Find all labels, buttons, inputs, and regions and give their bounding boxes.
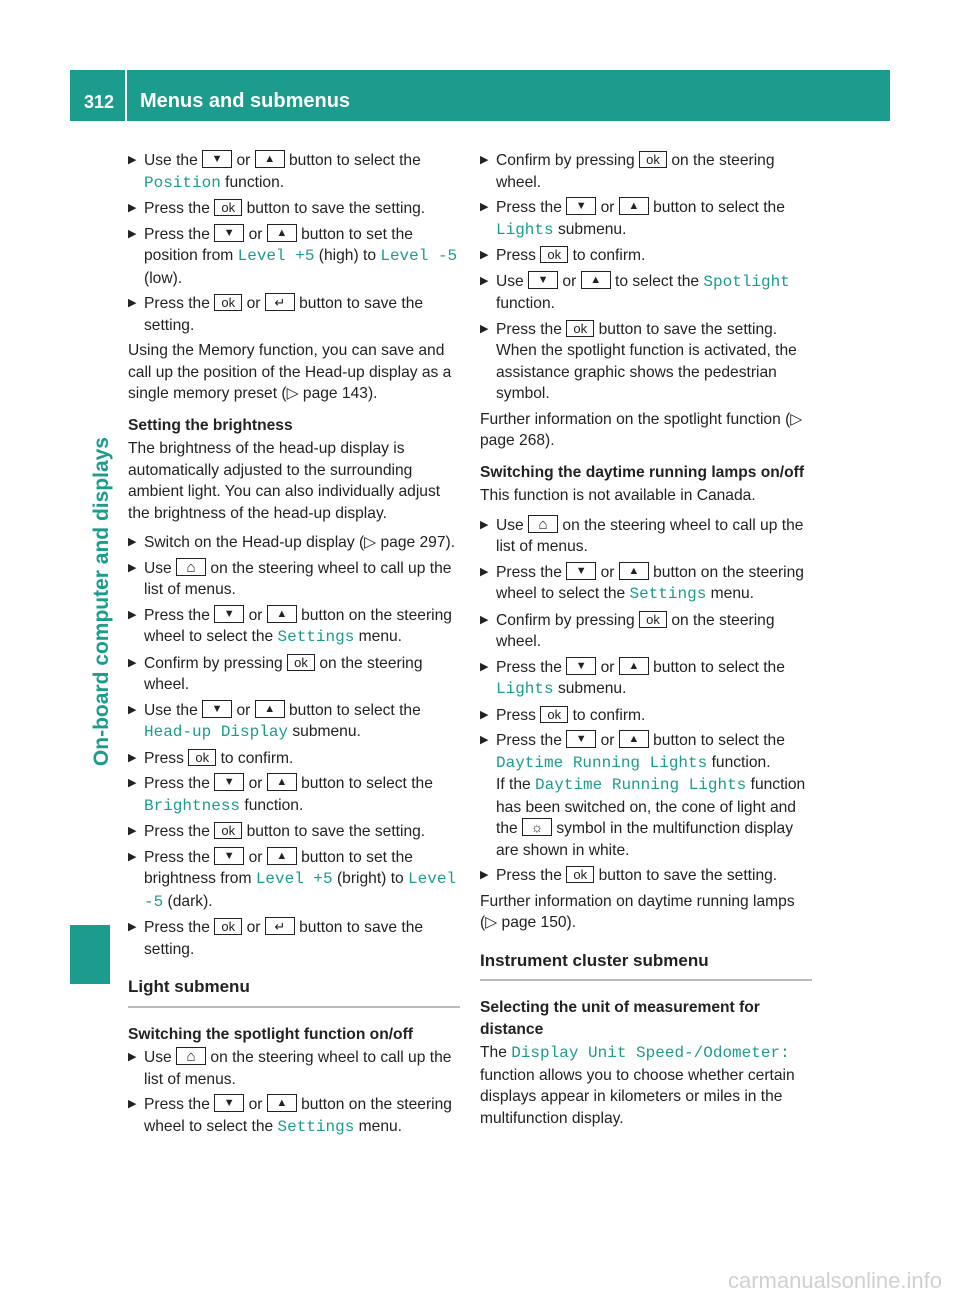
text: Press the [144, 295, 210, 312]
display-term: Head-up Display [144, 723, 289, 741]
list-item [128, 1094, 460, 1138]
list-item [128, 293, 460, 336]
text: or [246, 295, 261, 312]
text: function allows you to choose whether certain displays appear in kilometers or miles in the multifunction display. [480, 1066, 795, 1127]
text: or [246, 919, 261, 936]
text: button to save the setting. [246, 200, 426, 217]
display-term: Daytime Running Lights [496, 753, 708, 772]
display-term: Level +5 [237, 247, 315, 265]
down-arrow-icon [566, 730, 596, 748]
down-arrow-icon [566, 562, 596, 580]
text: Press the [496, 867, 562, 884]
down-arrow-icon [214, 224, 244, 242]
text: or [600, 658, 615, 676]
text: or [600, 199, 615, 216]
text: function. [496, 295, 555, 312]
ok-key-icon: ok [287, 654, 315, 671]
text: on the steering wheel to call up the list of menus. [144, 559, 452, 598]
text: on the steering wheel to call up the list of menus. [496, 516, 804, 555]
text: button on the steering wheel to select the [144, 606, 452, 645]
up-arrow-icon [267, 605, 297, 623]
list-item [480, 705, 812, 727]
text: or [600, 732, 615, 749]
text: menu. [358, 1117, 403, 1135]
ok-key-icon: ok [566, 320, 594, 337]
text: button to save the setting. [246, 823, 426, 840]
page-header [70, 70, 890, 121]
text: If the [496, 776, 531, 793]
home-icon [528, 515, 558, 533]
ok-key-icon: ok [214, 294, 242, 311]
header-divider [125, 70, 127, 121]
text: Use [144, 559, 172, 577]
down-arrow-icon [214, 605, 244, 623]
list-item [128, 198, 460, 220]
paragraph: Using the Memory function, you can save and call up the position of the Head-up display as a single memory preset (▷ page 143). [128, 342, 452, 402]
right-column [480, 150, 812, 1137]
text: Confirm by pressing [496, 152, 635, 169]
text: or [562, 272, 577, 290]
text: Press the [496, 658, 562, 676]
ok-key-icon: ok [214, 199, 242, 216]
up-arrow-icon [267, 847, 297, 865]
text: or [248, 225, 263, 243]
down-arrow-icon [202, 150, 232, 168]
text: (low). [144, 269, 183, 287]
paragraph: Further information on the spotlight function (▷ page 268). [480, 410, 803, 449]
text: or [248, 848, 263, 866]
up-arrow-icon [267, 224, 297, 242]
list-item [480, 271, 812, 315]
text: or [248, 1096, 263, 1113]
text: to confirm. [220, 749, 294, 767]
text: on the steering wheel. [144, 654, 423, 693]
text: Use [144, 1049, 172, 1066]
text: button to save the setting. [598, 867, 778, 884]
subheading: Switching the daytime running lamps on/off [480, 463, 805, 481]
text: symbol in the multifunction display are shown in white. [496, 820, 793, 859]
text: Press the [144, 919, 210, 936]
list-item: ▶ Switch on the Head-up display (▷ page 297). [128, 532, 460, 554]
text: (dark). [167, 892, 213, 910]
text: button to select the [653, 658, 785, 676]
text: menu. [710, 585, 755, 602]
text: button to select the [653, 199, 785, 216]
text: or [248, 775, 263, 792]
paragraph: The brightness of the head-up display is automatically adjusted to the surrounding ambient light. You can also individually adjust the brightness of the head-up display. [128, 440, 441, 522]
text: Press the [496, 199, 562, 216]
text: or [600, 563, 615, 581]
section-heading: Instrument cluster submenu [480, 950, 812, 982]
section-title: Menus and submenus [140, 90, 351, 112]
text: (high) to [318, 247, 376, 264]
home-icon [176, 558, 206, 576]
watermark: carmanualsonline.info [727, 1268, 942, 1293]
text: Press the [144, 848, 210, 866]
list-item [480, 657, 812, 701]
list-item [128, 558, 460, 601]
text: submenu. [557, 220, 627, 238]
chapter-marker [70, 925, 110, 984]
ok-key-icon: ok [540, 246, 568, 263]
list-item [128, 653, 460, 696]
list-item [480, 730, 812, 861]
text: function. [244, 796, 304, 814]
list-item [128, 605, 460, 649]
text: on the steering wheel. [496, 152, 775, 191]
text: Confirm by pressing [496, 611, 635, 629]
text: Press the [144, 1096, 210, 1113]
ok-key-icon: ok [639, 611, 667, 628]
text: button to select the [301, 775, 433, 792]
list-item [128, 150, 460, 194]
display-term: Settings [629, 585, 707, 603]
text: Press the [144, 775, 210, 792]
text: to confirm. [572, 247, 646, 264]
subheading: Setting the brightness [128, 416, 293, 434]
paragraph [480, 1042, 812, 1129]
text: Use [496, 272, 524, 290]
home-icon [176, 1047, 206, 1065]
chapter-label: On-board computer and displays [90, 437, 113, 767]
down-arrow-icon [566, 197, 596, 215]
list-item [480, 610, 812, 653]
text: button to save the setting. When the spotlight function is activated, the assistance graphic shows the pedestrian symbol. [496, 320, 797, 402]
ok-key-icon: ok [188, 749, 216, 766]
display-term: Settings [277, 628, 355, 646]
text: on the steering wheel. [496, 611, 775, 650]
page-number: 312 [84, 92, 115, 112]
display-term: Level -5 [144, 870, 457, 911]
ok-key-icon: ok [214, 822, 242, 839]
up-arrow-icon [255, 700, 285, 718]
display-term: Lights [496, 680, 554, 698]
text: Press the [144, 823, 210, 840]
back-key-icon [265, 917, 295, 935]
list-item [128, 847, 460, 914]
text: or [236, 701, 251, 719]
section-heading: Light submenu [128, 976, 460, 1008]
text: Press the [496, 563, 562, 581]
display-term: Brightness [144, 796, 241, 815]
down-arrow-icon [202, 700, 232, 718]
list-item [480, 197, 812, 241]
up-arrow-icon [267, 1094, 297, 1112]
list-item [480, 319, 812, 405]
text: Use [496, 516, 524, 534]
back-key-icon [265, 293, 295, 311]
display-term: Settings [277, 1117, 355, 1136]
text: Use the [144, 152, 198, 169]
text: button to select the [289, 152, 421, 169]
text: Press the [144, 606, 210, 624]
list-item [480, 865, 812, 887]
up-arrow-icon [581, 271, 611, 289]
list-item [480, 515, 812, 558]
list-item [128, 700, 460, 744]
down-arrow-icon [214, 847, 244, 865]
subheading: Switching the spotlight function on/off [128, 1025, 413, 1043]
up-arrow-icon [619, 657, 649, 675]
display-term: Spotlight [703, 272, 790, 291]
ok-key-icon: ok [566, 866, 594, 883]
text: or [236, 152, 251, 169]
text: button to set the position from [144, 225, 413, 264]
text: Confirm by pressing [144, 654, 283, 672]
text: button to select the [653, 732, 785, 749]
display-term: Daytime Running Lights [535, 776, 747, 794]
text: on the steering wheel to call up the list of menus. [144, 1049, 452, 1088]
down-arrow-icon [214, 773, 244, 791]
text: Press the [496, 732, 562, 749]
paragraph: This function is not available in Canada. [480, 487, 756, 504]
text: to confirm. [572, 706, 646, 724]
text: button to select the [289, 701, 421, 719]
text: submenu. [557, 680, 627, 697]
text: button on the steering wheel to select the [496, 563, 804, 602]
list-item [480, 150, 812, 193]
text: function. [711, 753, 771, 771]
text: Press [496, 247, 536, 264]
list-item [128, 917, 460, 960]
display-term: Level -5 [380, 247, 458, 265]
text: function. [225, 173, 285, 191]
text: button to set the brightness from [144, 848, 413, 887]
up-arrow-icon [619, 730, 649, 748]
down-arrow-icon [566, 657, 596, 675]
text: button to save the setting. [144, 919, 424, 958]
display-term: Display Unit Speed-/Odometer: [511, 1044, 790, 1062]
list-item [128, 1047, 460, 1090]
up-arrow-icon [255, 150, 285, 168]
left-column [128, 150, 460, 1142]
list-item [480, 245, 812, 267]
list-item [128, 773, 460, 817]
list-item [128, 224, 460, 290]
text: Use the [144, 701, 198, 719]
text: submenu. [292, 723, 361, 740]
text: Press [144, 749, 184, 767]
text: (bright) to [336, 870, 404, 887]
text: Press the [144, 200, 210, 217]
ok-key-icon: ok [639, 151, 667, 168]
text: button to save the setting. [144, 295, 424, 334]
list-item [480, 562, 812, 606]
text: The [480, 1044, 507, 1061]
up-arrow-icon [267, 773, 297, 791]
up-arrow-icon [619, 197, 649, 215]
paragraph: Further information on daytime running lamps (▷ page 150). [480, 892, 795, 931]
down-arrow-icon [214, 1094, 244, 1112]
list-item [128, 821, 460, 843]
display-term: Lights [496, 220, 554, 239]
list-item [128, 748, 460, 770]
subheading: Selecting the unit of measurement for distance [480, 999, 760, 1038]
light-symbol-icon [522, 818, 552, 836]
text: or [248, 606, 263, 624]
ok-key-icon: ok [540, 706, 568, 723]
text: button on the steering wheel to select the [144, 1096, 452, 1135]
chapter-sidebar [70, 121, 125, 984]
text: function has been switched on, the cone of light and the [496, 776, 806, 837]
text: to select the [614, 272, 700, 290]
ok-key-icon: ok [214, 918, 242, 935]
text: menu. [358, 628, 403, 645]
text: Press the [144, 225, 210, 243]
display-term: Level +5 [255, 870, 333, 888]
text: Press [496, 706, 536, 724]
display-term: Position [144, 173, 221, 192]
down-arrow-icon [528, 271, 558, 289]
up-arrow-icon [619, 562, 649, 580]
text: Press the [496, 320, 562, 338]
